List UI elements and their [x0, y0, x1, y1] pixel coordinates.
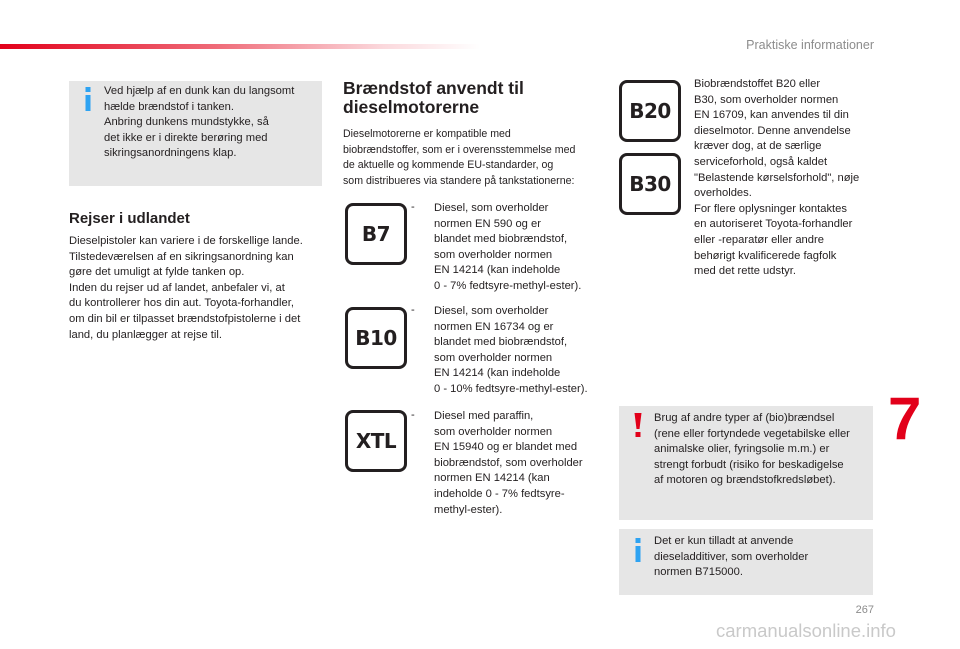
info-icon — [83, 87, 93, 111]
exclamation-icon — [633, 413, 643, 437]
bio-text: Biobrændstoffet B20 eller B30, som overholder normen EN 16709, kan anvendes til din dieselmotor. Denne anvendelse kræver dog, at de særlige serviceforhold, også kaldet "Belastende kørselsforhold", nøje overholdes. For flere oplysninger kontaktes en autoriseret Toyota-forhandler eller -reparatør eller andre behørigt kvalificerede fagfolk med det rette udstyr. — [694, 78, 860, 278]
diesel-title: Brændstof anvendt til dieselmotorerne — [343, 78, 524, 117]
fuel-badge-xtl: XTL — [345, 410, 407, 472]
fuel-item-b7-text: Diesel, som overholder normen EN 590 og er blandet med biobrændstof, som overholder normen EN 14214 (kan indeholde 0 - 7% fedtsyre-methyl-ester). — [434, 202, 582, 292]
info-box-top-text: Ved hjælp af en dunk kan du langsomt hælde brændstof i tanken. Anbring dunkens mundstykke, så det ikke er i direkte berøring med sikringsanordningens klap. — [104, 85, 295, 160]
info-box-bottom-text: Det er kun tilladt at anvende dieseladditiver, som overholder normen B715000. — [654, 535, 809, 579]
fuel-item-xtl-text: Diesel med paraffin, som overholder normen EN 15940 og er blandet med biobrændstof, som overholder normen EN 14214 (kan indeholde 0 - 7% fedtsyre- methyl-ester). — [434, 410, 583, 516]
section-title: Praktiske informationer — [746, 38, 874, 52]
page-number: 267 — [855, 604, 874, 616]
fuel-badge-b7: B7 — [345, 203, 407, 265]
chapter-number: 7 — [888, 385, 922, 452]
diesel-intro: Dieselmotorerne er kompatible med biobrændstoffer, som er i overensstemmelse med de aktuelle og kommende EU-standarder, og som distribueres via standere på tankstationerne: — [343, 128, 576, 187]
item-dash: - — [411, 304, 415, 316]
fuel-badge-b20: B20 — [619, 80, 681, 142]
abroad-text: Dieselpistoler kan variere i de forskellige lande. Tilstedeværelsen af en sikringsanordning kan gøre det umuligt at fylde tanken op. Inden du rejser ud af landet, anbefaler vi, at du kontrollerer hos din aut. Toyota-forhandler, om din bil er tilpasset brændstofpistolerne i det land, du planlægger at rejse til. — [69, 235, 303, 341]
info-box-top — [69, 81, 322, 186]
fuel-badge-b10: B10 — [345, 307, 407, 369]
watermark: carmanualsonline.info — [716, 620, 896, 641]
item-dash: - — [411, 409, 415, 421]
abroad-title: Rejser i udlandet — [69, 210, 190, 227]
warning-box — [619, 406, 873, 520]
info-box-bottom — [619, 529, 873, 595]
info-icon — [633, 538, 643, 562]
warning-text: Brug af andre typer af (bio)brændsel (rene eller fortyndede vegetabilske eller animalske olier, fyringsolie m.m.) er strengt forbudt (risiko for beskadigelse af motoren og brændstofkredsløbet). — [654, 412, 850, 487]
fuel-item-b10-text: Diesel, som overholder normen EN 16734 og er blandet med biobrændstof, som overholder normen EN 14214 (kan indeholde 0 - 10% fedtsyre-methyl-ester). — [434, 305, 588, 395]
top-accent-bar — [0, 44, 480, 49]
item-dash: - — [411, 201, 415, 213]
fuel-badge-b30: B30 — [619, 153, 681, 215]
